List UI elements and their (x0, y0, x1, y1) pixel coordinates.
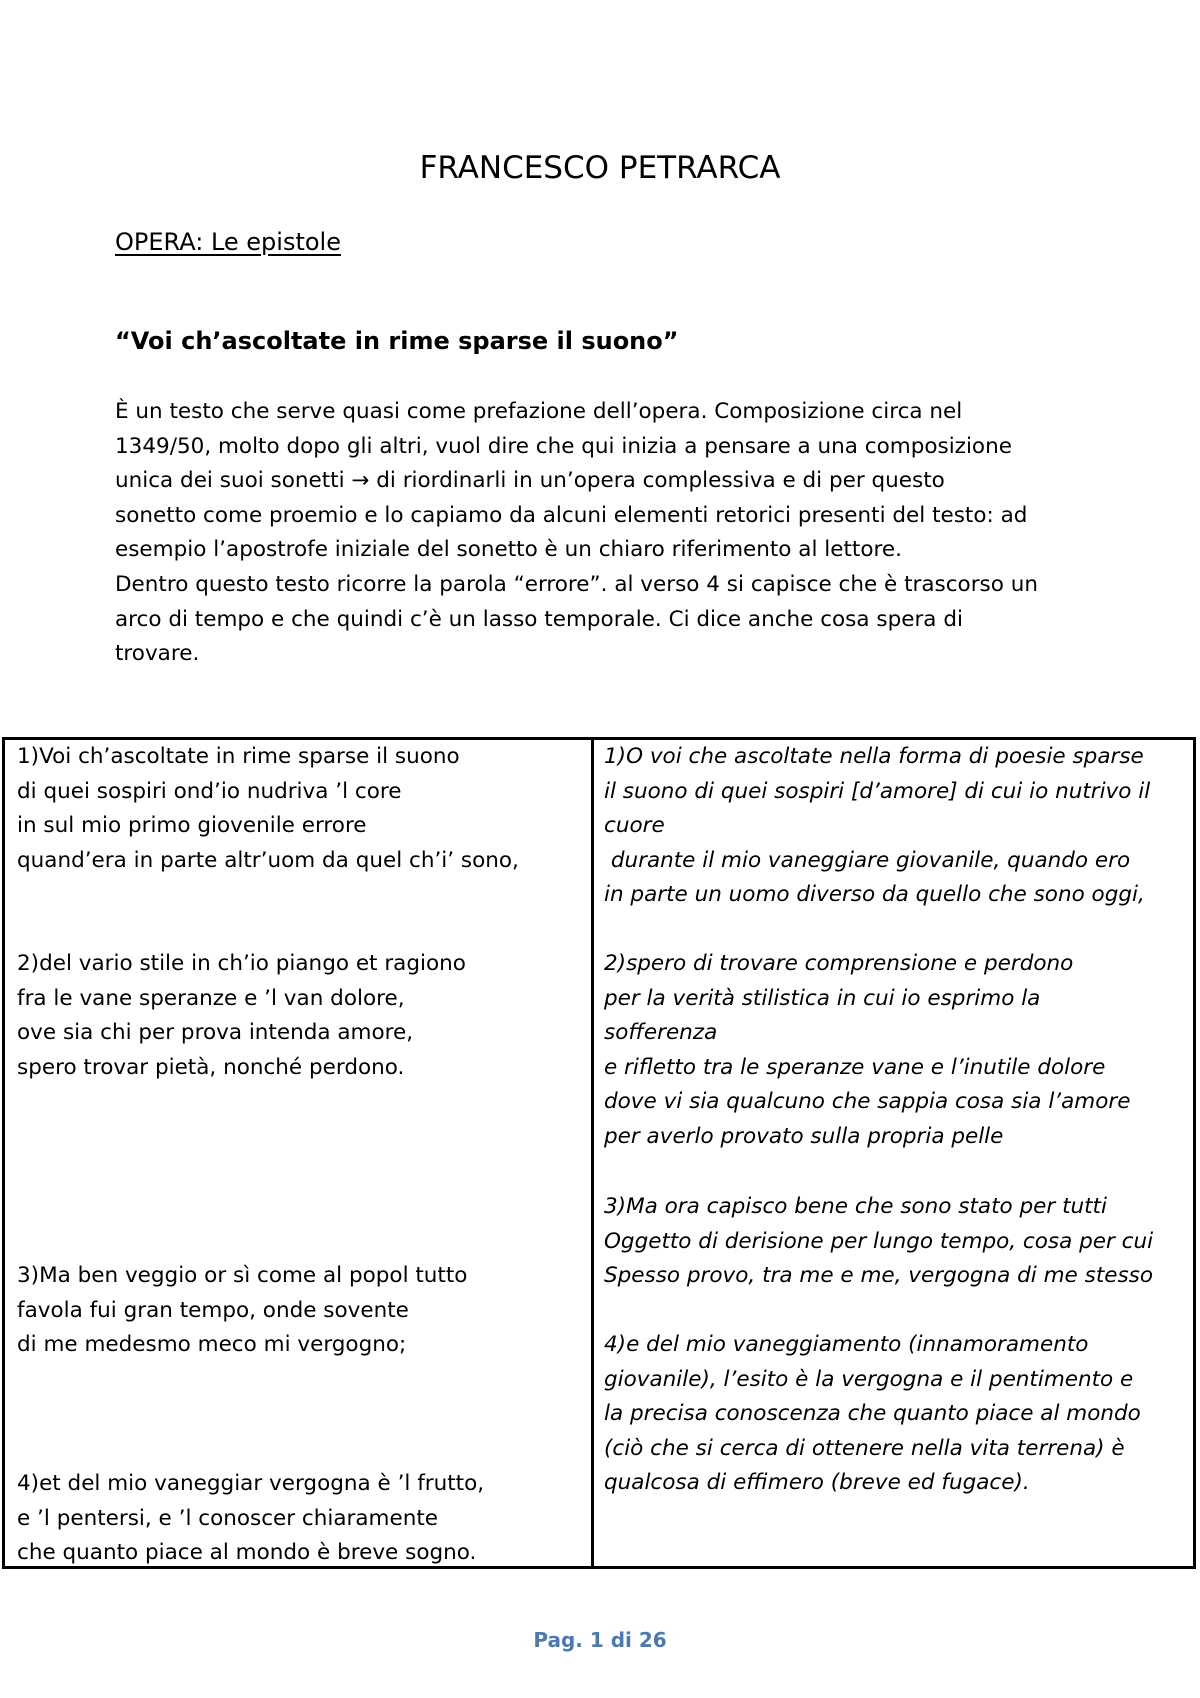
opera-heading: OPERA: Le epistole (115, 228, 341, 256)
paragraph-line: arco di tempo e che quindi c’è un lasso temporale. Ci dice anche cosa spera di (115, 606, 963, 632)
paragraph-line: 1349/50, molto dopo gli altri, vuol dire che qui inizia a pensare a una composizione (115, 433, 1012, 459)
paraphrase-line: 3)Ma ora capisco bene che sono stato per tutti (604, 1194, 1107, 1219)
paragraph-line: Dentro questo testo ricorre la parola “errore”. al verso 4 si capisce che è trascorso un (115, 571, 1038, 597)
verse-line: di me medesmo meco mi vergogno; (17, 1332, 407, 1358)
original-text-column (5, 740, 594, 1566)
paraphrase-line: Spesso provo, tra me e me, vergogna di me stesso (604, 1263, 1154, 1289)
document-title: FRANCESCO PETRARCA (419, 150, 781, 186)
paraphrase-line: giovanile), l’esito è la vergogna e il pentimento e (604, 1366, 1134, 1392)
paraphrase-line: 2)spero di trovare comprensione e perdono (604, 951, 1074, 976)
paragraph-line: sonetto come proemio e lo capiamo da alcuni elementi retorici presenti del testo: ad (115, 502, 1028, 528)
paraphrase-line: 1)O voi che ascoltate nella forma di poesie sparse (604, 744, 1144, 769)
paraphrase-line: dove vi sia qualcuno che sappia cosa sia l’amore (604, 1089, 1131, 1115)
verse-line: di quei sospiri ond’io nudriva ’l core (17, 778, 402, 804)
verse-line: ove sia chi per prova intenda amore, (17, 1020, 414, 1046)
paraphrase-line: per la verità stilistica in cui io esprimo la (604, 985, 1041, 1011)
verse-line: e ’l pentersi, e ’l conoscer chiaramente (17, 1505, 438, 1531)
original-stanza-1 (17, 740, 583, 878)
paraphrase-line: per averlo provato sulla propria pelle (604, 1123, 1004, 1149)
page-number: Pag. 1 di 26 (533, 1628, 667, 1652)
paraphrase-line: cuore (604, 813, 665, 839)
original-stanza-3 (17, 1259, 583, 1363)
verse-line: 1)Voi ch’ascoltate in rime sparse il suono (17, 744, 460, 769)
paragraph-line: È un testo che serve quasi come prefazione dell’opera. Composizione circa nel (115, 399, 963, 424)
paraphrase-line: e rifletto tra le speranze vane e l’inutile dolore (604, 1054, 1106, 1080)
paraphrase-line: il suono di quei sospiri [d’amore] di cui io nutrivo il (604, 778, 1151, 804)
verse-line: che quanto piace al mondo è breve sogno. (17, 1540, 477, 1566)
verse-line: 3)Ma ben veggio or sì come al popol tutto (17, 1263, 468, 1288)
poem-title: “Voi ch’ascoltate in rime sparse il suono” (115, 327, 679, 355)
verse-line: in sul mio primo giovenile errore (17, 813, 367, 839)
paraphrase-stanza-3 (604, 1190, 1189, 1294)
verse-line: 2)del vario stile in ch’io piango et ragiono (17, 951, 466, 976)
verse-line: quand’era in parte altr’uom da quel ch’i’ sono, (17, 847, 519, 873)
paraphrase-line: qualcosa di effimero (breve ed fugace). (604, 1470, 1030, 1496)
poem-table (2, 737, 1196, 1569)
paragraph-line: trovare. (115, 641, 200, 667)
paraphrase-line: in parte un uomo diverso da quello che sono oggi, (604, 882, 1145, 908)
original-stanza-4 (17, 1467, 583, 1571)
paragraph-line: esempio l’apostrofe iniziale del sonetto è un chiaro riferimento al lettore. (115, 537, 902, 563)
intro-paragraph (115, 395, 1115, 672)
verse-line: fra le vane speranze e ’l van dolore, (17, 985, 405, 1011)
paraphrase-line: (ciò che si cerca di ottenere nella vita terrena) è (604, 1435, 1125, 1461)
paraphrase-line: la precisa conoscenza che quanto piace al mondo (604, 1401, 1141, 1427)
verse-line: 4)et del mio vaneggiar vergogna è ’l frutto, (17, 1471, 485, 1496)
verse-line: spero trovar pietà, nonché perdono. (17, 1054, 405, 1080)
paraphrase-column (594, 740, 1193, 1566)
paraphrase-line: Oggetto di derisione per lungo tempo, cosa per cui (604, 1228, 1154, 1254)
paraphrase-stanza-2 (604, 947, 1189, 1155)
original-stanza-2 (17, 947, 583, 1085)
verse-line: favola fui gran tempo, onde sovente (17, 1297, 409, 1323)
paraphrase-stanza-4 (604, 1328, 1189, 1501)
paragraph-line: unica dei suoi sonetti → di riordinarli in un’opera complessiva e di per questo (115, 468, 945, 494)
paraphrase-line: 4)e del mio vaneggiamento (innamoramento (604, 1332, 1089, 1357)
paraphrase-line: sofferenza (604, 1020, 718, 1046)
paraphrase-stanza-1 (604, 740, 1189, 913)
paraphrase-line: durante il mio vaneggiare giovanile, quando ero (604, 847, 1131, 873)
